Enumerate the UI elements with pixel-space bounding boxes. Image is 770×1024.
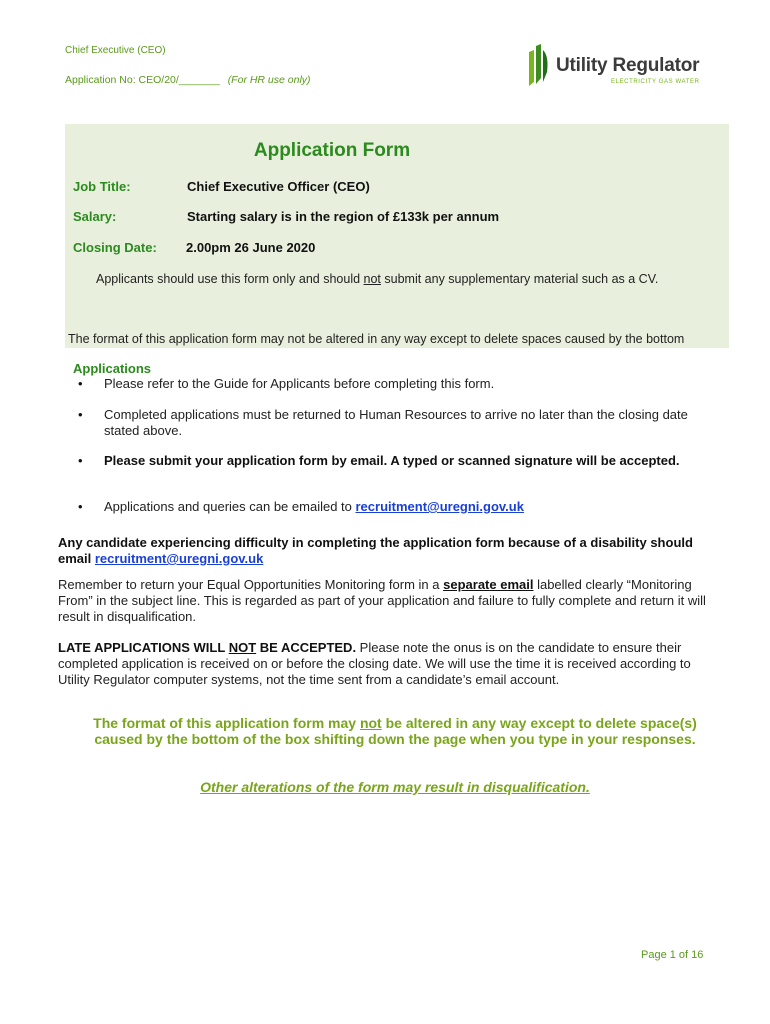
list-item: Please submit your application form by email. A typed or scanned signature will be accepted. [104, 453, 680, 468]
late-caps-not: NOT [228, 640, 257, 655]
late-caps-pre: LATE APPLICATIONS WILL [58, 640, 229, 655]
logo-mark-icon [525, 42, 555, 88]
note-pre: Applicants should use this form only and should [96, 272, 364, 286]
disability-text: Any candidate experiencing difficulty in completing the application form because of a disability should email [58, 535, 693, 566]
late-applications-paragraph [58, 640, 718, 688]
note-post: submit any supplementary material such as a CV. [380, 272, 659, 286]
supplementary-note [96, 272, 658, 286]
logo-tagline: ELECTRICITY GAS WATER [611, 79, 700, 85]
format-warning [80, 716, 710, 747]
monitoring-separate-email: separate email [443, 577, 534, 592]
warning-pre: The format of this application form may [93, 715, 360, 731]
form-title: Application Form [253, 140, 411, 161]
list-item [104, 499, 724, 515]
late-caps-post: BE ACCEPTED. [256, 640, 357, 655]
salary-value: Starting salary is in the region of £133k per annum [187, 209, 500, 224]
list-item: Please refer to the Guide for Applicants before completing this form. [104, 376, 495, 391]
item4-text: Applications and queries can be emailed to [104, 499, 356, 514]
application-number [65, 74, 311, 86]
salary-label: Salary: [73, 209, 117, 224]
hr-use-note: (For HR use only) [227, 74, 311, 86]
job-title-value: Chief Executive Officer (CEO) [187, 179, 370, 194]
disability-paragraph [58, 535, 718, 567]
disqualification-warning: Other alterations of the form may result in disqualification. [200, 779, 590, 795]
logo-name: Utility Regulator [556, 55, 700, 76]
bullet-icon: • [78, 376, 83, 391]
late-text: Please note the onus is on the candidate to ensure their completed application is received on or before the closing date. We will use the time it is received according to Utility Regulator computer systems, not the time sent from a candidate’s email account. [58, 640, 691, 687]
warning-not: not [359, 715, 382, 731]
utility-regulator-logo [525, 42, 725, 92]
list-item: Completed applications must be returned to Human Resources to arrive no later than the closing date stated above. [104, 407, 688, 438]
disability-email-link[interactable]: recruitment@uregni.gov.uk [94, 551, 264, 566]
job-title-label: Job Title: [73, 179, 131, 194]
applications-heading: Applications [73, 361, 152, 376]
note-not: not [363, 272, 381, 286]
application-number-text: Application No: CEO/20/_______ [65, 74, 220, 86]
bullet-icon: • [78, 499, 83, 514]
closing-date-value: 2.00pm 26 June 2020 [186, 240, 316, 255]
format-line: The format of this application form may not be altered in any way except to delete spaces caused by the bottom [68, 332, 685, 346]
warning-post: be altered in any way except to delete space(s) caused by the bottom of the box shifting down the page when you type in your responses. [94, 715, 697, 747]
monitoring-paragraph [58, 577, 718, 625]
bullet-icon: • [78, 407, 83, 422]
late-caps [58, 640, 356, 655]
monitoring-post: labelled clearly “Monitoring From” in the subject line. This is regarded as part of your application and failure to fully complete and return it will result in disqualification. [58, 577, 706, 624]
closing-date-label: Closing Date: [73, 240, 157, 255]
bullet-icon: • [78, 453, 83, 468]
recruitment-email-link[interactable]: recruitment@uregni.gov.uk [355, 499, 524, 514]
monitoring-pre: Remember to return your Equal Opportunities Monitoring form in a [58, 577, 444, 592]
header-role: Chief Executive (CEO) [65, 45, 166, 56]
page-number: Page 1 of 16 [641, 949, 704, 961]
